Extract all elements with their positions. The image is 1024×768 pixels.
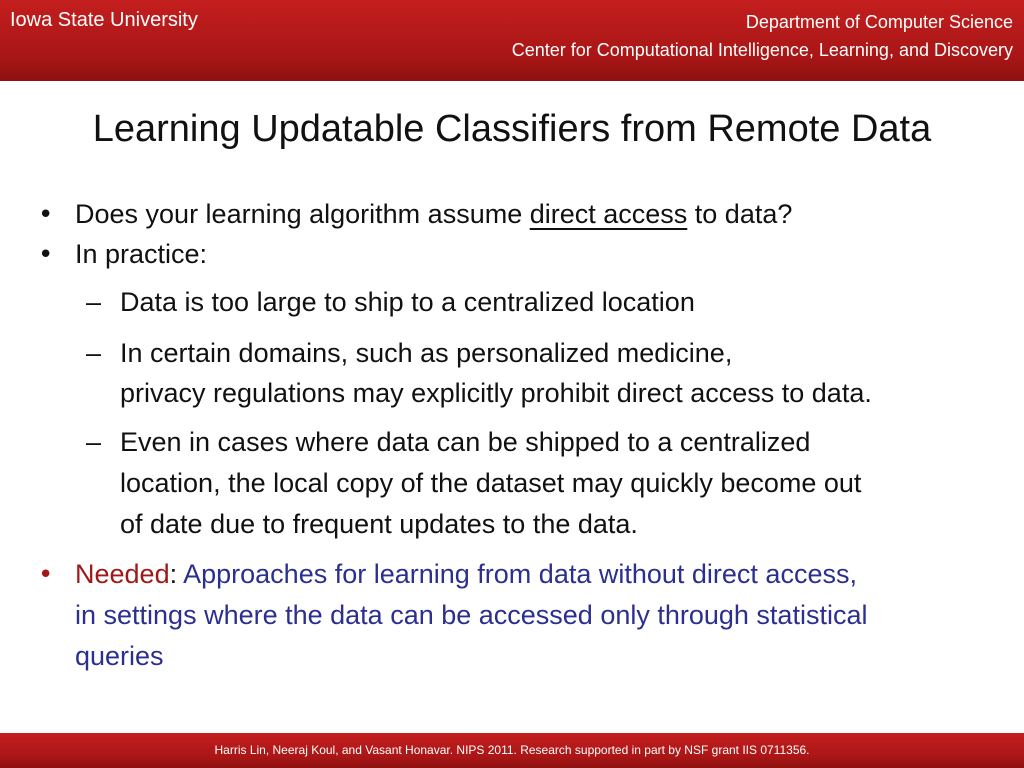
- sub-bullet-outdated-line-1: Even in cases where data can be shipped to a centralized: [120, 427, 811, 457]
- needed-line-2: in settings where the data can be accessed only through statistical: [75, 600, 868, 630]
- needed-line-1: [75, 559, 857, 590]
- bullet-text: Does your learning algorithm assume: [75, 199, 530, 229]
- sub-bullet-outdated-line-3: of date due to frequent updates to the data.: [120, 509, 638, 539]
- needed-label: Needed: [75, 559, 170, 589]
- needed-colon: :: [169, 559, 178, 589]
- dash-marker: –: [86, 338, 102, 368]
- bullet-in-practice: In practice:: [75, 239, 208, 269]
- bullet-marker: •: [38, 200, 54, 230]
- sub-bullet-data-too-large: Data is too large to ship to a centralized location: [120, 287, 695, 317]
- bullet-marker-red: •: [38, 560, 54, 590]
- needed-line-3: queries: [75, 641, 164, 671]
- footer-citation: Harris Lin, Neeraj Koul, and Vasant Honavar. NIPS 2011. Research supported in part by NSF grant IIS 0711356.: [214, 743, 810, 757]
- institution-name: Iowa State University: [10, 9, 198, 31]
- sub-bullet-outdated-line-2: location, the local copy of the dataset may quickly become out: [120, 468, 862, 498]
- bullet-marker: •: [38, 240, 54, 270]
- center-name: Center for Computational Intelligence, Learning, and Discovery: [511, 40, 1013, 60]
- footer-banner: [0, 733, 1024, 768]
- sub-bullet-privacy-line-1: In certain domains, such as personalized medicine,: [120, 338, 733, 368]
- bullet-text: to data?: [687, 199, 793, 229]
- slide-title: Learning Updatable Classifiers from Remote Data: [92, 108, 932, 150]
- direct-access-underlined: direct access: [529, 199, 688, 229]
- department-name: Department of Computer Science: [745, 12, 1013, 32]
- needed-text-1: Approaches for learning from data without direct access,: [177, 559, 857, 589]
- dash-marker: –: [86, 427, 102, 457]
- bullet-direct-access-question: [75, 199, 792, 230]
- dash-marker: –: [86, 287, 102, 317]
- sub-bullet-privacy-line-2: privacy regulations may explicitly prohibit direct access to data.: [120, 378, 872, 408]
